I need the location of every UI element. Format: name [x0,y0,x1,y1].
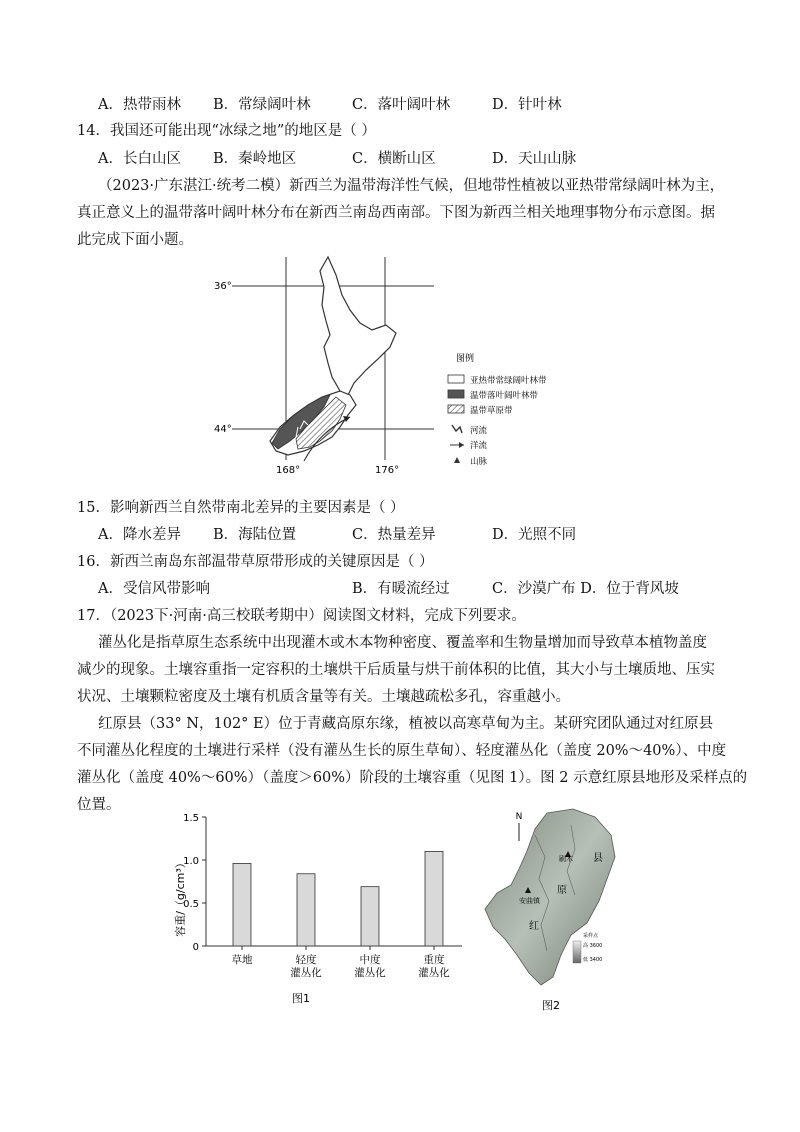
q16-option-a: A．受信风带影响 [98,581,210,597]
q14-stem: 14．我国还可能出现“冰绿之地”的地区是（ ） [77,123,376,139]
q17-para1-line-1: 灌丛化是指草原生态系统中出现灌木或木本物种密度、覆盖率和生物量增加而导致草本植物盖度 [98,635,707,651]
q13-option-c: C．落叶阔叶林 [352,97,451,113]
y-tick-label: 0.5 [183,899,199,910]
legend-item-deciduous: 温带落叶阔叶林带 [470,391,539,401]
legend-mountain-icon [454,457,460,463]
intro-line-1: （2023·广东湛江·统考二模）新西兰为温带海洋性气候，但地带性植被以亚热带常绿阔叶林为主， [98,178,725,194]
north-label: N [515,812,523,822]
fig2-label-shuamu: 刷木 [559,855,573,863]
q14-option-a: A．长白山区 [98,151,181,167]
fig2-label-anqu: 安曲镇 [519,897,540,905]
x-tick-label: 灌丛化 [418,967,450,979]
fig2-caption: 图2 [542,999,560,1012]
q15-option-b: B．海陆位置 [213,527,297,543]
bar [361,887,379,946]
x-tick-label: 轻度 [295,954,317,966]
bar [233,863,251,946]
q14-option-c: C．横断山区 [352,151,436,167]
lon-label-176: 176° [375,465,400,476]
fig2-label-yuan: 原 [557,885,567,896]
legend-title: 图例 [456,354,475,364]
q13-option-d: D．针叶林 [492,97,562,113]
legend-swatch-subtropical [448,375,464,383]
legend-item-river: 河流 [470,426,488,436]
legend-item-mountain: 山脉 [470,457,488,467]
q17-stem: 17．（2023下·河南·高三校联考期中）阅读图文材料，完成下列要求。 [77,608,526,624]
intro-line-3: 此完成下面小题。 [77,232,193,248]
soil-bulk-density-chart [160,805,470,1020]
new-zealand-map [200,255,620,490]
legend-item-subtropical: 亚热带常绿阔叶林带 [470,376,547,386]
q17-para1-line-3: 状况、土壤颗粒密度及土壤有机质含量等有关。土壤越疏松多孔，容重越小。 [77,689,570,705]
hongyuan-terrain-map [475,805,635,1020]
q14-option-b: B．秦岭地区 [213,151,297,167]
x-tick-label: 灌丛化 [290,967,322,979]
q14-option-d: D．天山山脉 [492,151,577,167]
lat-label-44: 44° [214,424,232,435]
legend-item-current: 洋流 [470,441,488,451]
intro-line-2: 真正意义上的温带落叶阔叶林分布在新西兰南岛西南部。下图为新西兰相关地理事物分布示意图。据 [77,205,715,221]
q17-para2-line-1: 红原县（33° N，102° E）位于青藏高原东缘，植被以高寒草甸为主。某研究团队通过对红原县 [98,716,714,732]
fig1-caption: 图1 [292,992,310,1005]
q13-option-a: A．热带雨林 [98,97,181,113]
legend-swatch-grassland [448,405,464,413]
legend-river-icon [452,425,462,433]
q15-option-a: A．降水差异 [98,527,181,543]
q15-stem: 15．影响新西兰自然带南北差异的主要因素是（ ） [77,500,405,516]
q17-para2-line-4: 位置。 [77,797,121,813]
q17-para1-line-2: 减少的现象。土壤容重指一定容积的土壤烘干后质量与烘干前体积的比值，其大小与土壤质地、压实 [77,662,715,678]
legend-item-grassland: 温带草原带 [470,406,513,416]
q15-option-d: D．光照不同 [492,527,577,543]
x-tick-label: 重度 [423,954,445,966]
y-tick-label: 0 [192,942,199,953]
bar [297,874,315,946]
fig2-label-hong: 红 [529,921,539,932]
fig1-ylabel: 容重/（g/cm³） [174,857,187,937]
q17-para2-line-3: 灌丛化（盖度 40%～60%）（盖度＞60%）阶段的土壤容重（见图 1）。图 2 示意红原县地形及采样点的 [77,770,748,786]
bar [425,851,443,946]
q13-option-b: B．常绿阔叶林 [213,97,311,113]
y-tick-label: 1.0 [183,856,199,867]
x-tick-label: 中度 [359,954,381,966]
legend-swatch-deciduous [448,390,464,398]
q15-option-c: C．热量差异 [352,527,436,543]
x-tick-label: 灌丛化 [354,967,386,979]
y-tick-label: 1.5 [183,813,199,824]
fig2-label-xian: 县 [593,853,603,864]
q16-option-cd: C．沙漠广布 D．位于背风坡 [492,581,679,597]
fig2-legend-sample: 采样点 [583,933,599,939]
q16-stem: 16．新西兰南岛东部温带草原带形成的关键原因是（ ） [77,554,434,570]
fig2-legend-high: 高 3600 [583,943,603,949]
q17-para2-line-2: 不同灌丛化程度的土壤进行采样（没有灌丛生长的原生草甸）、轻度灌丛化（盖度 20%～40%）、中度 [77,743,727,759]
x-tick-label: 草地 [231,954,253,966]
q16-option-b: B．有暖流经过 [352,581,450,597]
lat-label-36: 36° [214,281,232,292]
map-legend [448,352,547,467]
lon-label-168: 168° [276,465,301,476]
fig2-legend-low: 低 3400 [583,957,603,963]
elevation-legend [573,941,581,963]
